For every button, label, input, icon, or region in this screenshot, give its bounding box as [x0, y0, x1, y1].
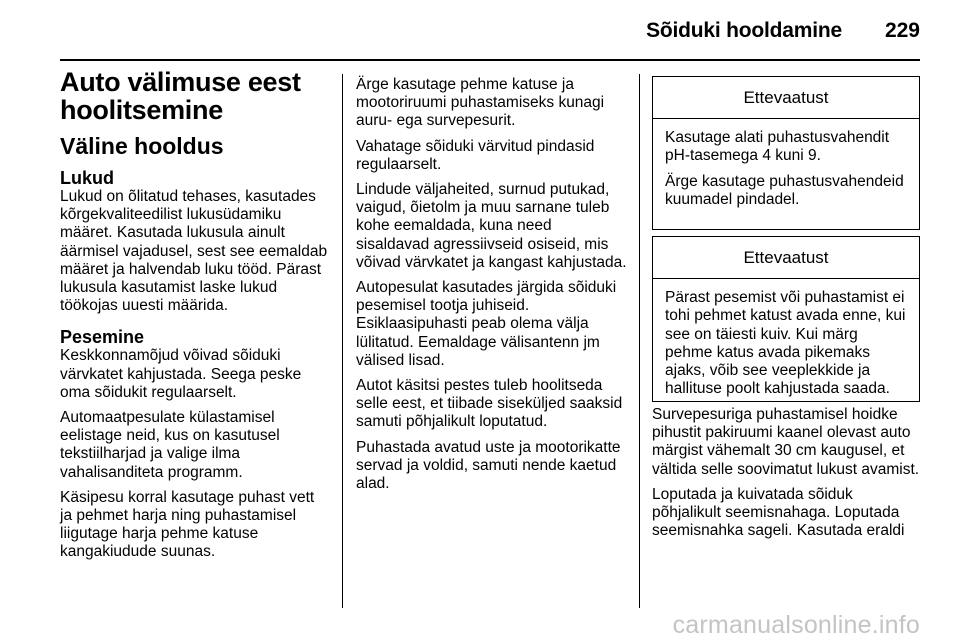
paragraph: Autopesulat kasutades järgida sõiduki pesemisel tootja juhiseid. Esiklaasipuhasti peab olema välja lülitatud. Eemaldage välisantenn jm välised lisad.: [356, 279, 617, 369]
caution-box-2: [652, 236, 920, 402]
locks-paragraph: Lukud on õlitatud tehases, kasutades kõrgekvaliteedilist lukusüdamiku määret. Kasutada lukusula ainult äärmisel vajadusel, sest see eemaldab määret ja halvendab luku tööd. Pärast lukusula kasutamist laske lukud töökojas uuesti määrida.: [60, 188, 328, 315]
subsection-title-washing: Pesemine: [60, 327, 145, 348]
page-header: [0, 0, 960, 60]
paragraph: Loputada ja kuivatada sõiduk põhjalikult seemisnahaga. Loputada seemisnahka sageli. Kasutada eraldi: [652, 485, 905, 540]
paragraph: Lindude väljaheited, surnud putukad, vaigud, õietolm ja muu sarnane tuleb kohe eemaldada, kuna need sisaldavad agressiivseid osiseid, mis võivad värvkatet ja kangast kahjustada.: [356, 181, 627, 271]
header-rule: [60, 59, 920, 61]
column-3-text: [652, 406, 922, 547]
paragraph: Ärge kasutage pehme katuse ja mootoriruumi puhastamiseks kunagi auru- ega survepesurit.: [356, 76, 605, 130]
section-title: Väline hooldus: [60, 133, 224, 159]
caution-box-1: [652, 76, 920, 230]
washing-paragraph-2: Automaatpesulate külastamisel eelistage neid, kus on kasutusel tekstiilharjad ja valige ilma vahalisanditeta programm.: [60, 409, 280, 481]
washing-paragraph-1: Keskkonnamõjud võivad sõiduki värvkatet kahjustada. Seega peske oma sõidukit regulaarselt.: [60, 347, 302, 401]
caution-text: Pärast pesemist või puhastamist ei tohi pehmet katust avada enne, kui see on täiesti kuiv. Kui märg pehme katus avada pikemaks ajaks, võib see veeplekkide ja hallituse poolt kahjustada saada.: [665, 289, 906, 398]
paragraph: Autot käsitsi pestes tuleb hoolitseda selle eest, et tiibade siseküljed saaksid samuti põhjalikult loputatud.: [356, 377, 623, 431]
caution-text: Ärge kasutage puhastusvahendeid kuumadel pindadel.: [665, 172, 904, 208]
page-number: 229: [884, 19, 920, 42]
washing-paragraph-3: Käsipesu korral kasutage puhast vett ja pehmet harja ning puhastamisel liigutage harja pehme katuse kangakiudude suunas.: [60, 488, 315, 561]
main-title: Auto välimuse eest hoolitsemine: [60, 67, 301, 125]
watermark: carmanualsonline.info: [672, 611, 920, 639]
chapter-title: Sõiduki hooldamine: [646, 19, 842, 42]
column-2: [356, 76, 628, 500]
column-divider-2: [639, 74, 640, 608]
paragraph: Survepesuriga puhastamisel hoidke pihustit pakiruumi kaanel olevast auto märgist vähemalt 30 cm kaugusel, et vältida selle soovimatut lukust avamist.: [652, 406, 920, 478]
caution-heading: Ettevaatust: [653, 237, 919, 279]
column-1: [60, 68, 330, 569]
paragraph: Vahatage sõiduki värvitud pindasid regulaarselt.: [356, 137, 595, 173]
subsection-title-locks: Lukud: [60, 168, 114, 188]
caution-heading: Ettevaatust: [653, 77, 919, 119]
caution-body: [653, 279, 919, 413]
caution-body: [653, 119, 919, 224]
column-divider-1: [342, 74, 343, 608]
caution-text: Kasutage alati puhastusvahendit pH-tasemega 4 kuni 9.: [665, 129, 890, 165]
paragraph: Puhastada avatud uste ja mootorikatte servad ja voldid, samuti nende kaetud alad.: [356, 438, 621, 493]
